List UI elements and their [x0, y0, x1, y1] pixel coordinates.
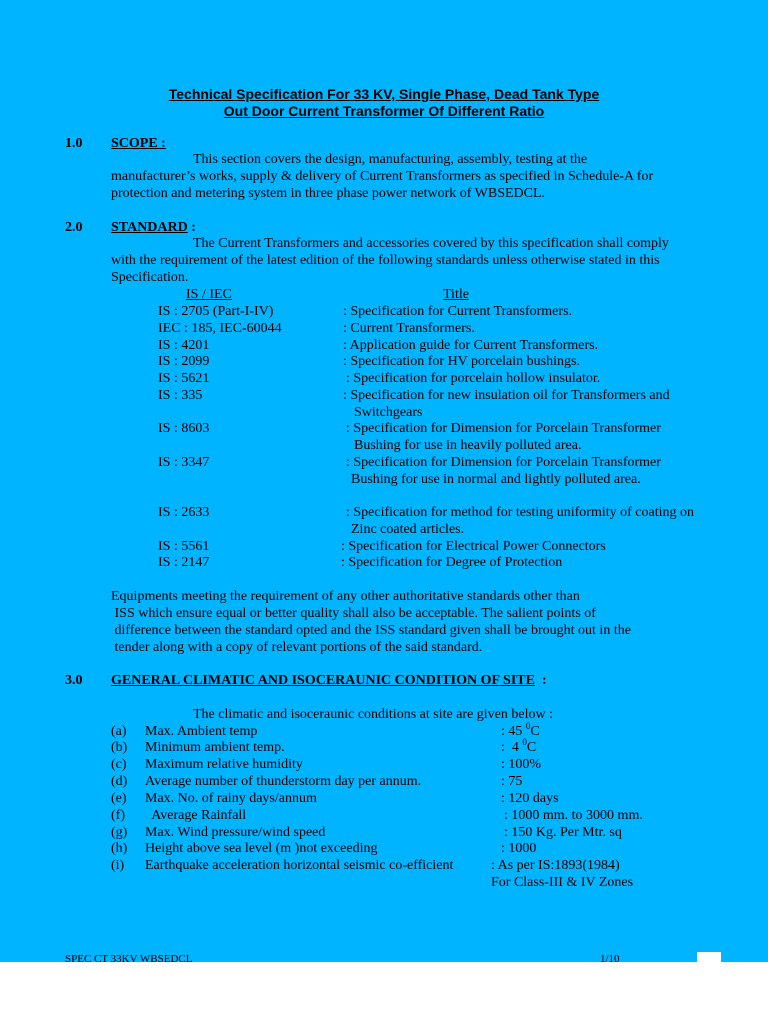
- climatic-intro: The climatic and isoceraunic conditions at site are given below :: [193, 707, 553, 722]
- standard-title-continued: Zinc coated articles.: [351, 522, 465, 537]
- climatic-item-name: Minimum ambient temp.: [145, 740, 285, 755]
- footer-spec-code: SPEC CT 33KV WBSEDCL: [65, 953, 193, 965]
- climatic-item-value: : 100%: [501, 757, 542, 772]
- standard-code: IS : 2099: [158, 354, 210, 369]
- degree-superscript: 0: [525, 721, 531, 731]
- climatic-item-name: Maximum relative humidity: [145, 757, 303, 772]
- standard-title: : Specification for Dimension for Porcelain Transformer: [346, 421, 661, 436]
- climatic-item-value: : 120 days: [501, 791, 559, 806]
- scope-text-line: manufacturer’s works, supply & delivery of Current Transformers as specified in Schedule-A for: [111, 169, 654, 184]
- standard-text-line: The Current Transformers and accessories covered by this specification shall comply: [193, 236, 669, 251]
- standard-paragraph-line: Equipments meeting the requirement of any other authoritative standards other than: [111, 589, 580, 604]
- standard-title-continued: Switchgears: [354, 405, 423, 420]
- standard-text-line: with the requirement of the latest edition of the following standards unless otherwise stated in this: [111, 253, 660, 268]
- standard-code: IS : 2147: [158, 555, 210, 570]
- standard-heading: STANDARD: [111, 220, 188, 235]
- standard-title: : Specification for method for testing uniformity of coating on: [346, 505, 694, 520]
- standard-title: : Specification for Electrical Power Connectors: [341, 539, 606, 554]
- standards-column-header-title: Title: [443, 287, 469, 302]
- climatic-item-value: : 1000: [501, 841, 537, 856]
- standard-title-continued: Bushing for use in heavily polluted area.: [354, 438, 582, 453]
- standard-heading-colon: :: [187, 220, 196, 235]
- climatic-item-name: Average number of thunderstorm day per annum.: [145, 774, 422, 789]
- standard-code: IS : 5621: [158, 371, 210, 386]
- climatic-item-label: (i): [111, 858, 125, 873]
- standard-code: IS : 2633: [158, 505, 210, 520]
- unit-text: C: [530, 724, 540, 739]
- standards-column-header-code: IS / IEC: [186, 287, 232, 302]
- climatic-item-name: Max. Wind pressure/wind speed: [145, 825, 326, 840]
- standard-text-line: Specification.: [111, 270, 189, 285]
- climatic-item-label: (f): [111, 808, 125, 823]
- climatic-note: For Class-III & IV Zones: [491, 875, 634, 890]
- standard-section-number: 2.0: [65, 220, 83, 235]
- climatic-heading: GENERAL CLIMATIC AND ISOCERAUNIC CONDITION OF SITE: [111, 673, 535, 688]
- climatic-section-number: 3.0: [65, 673, 83, 688]
- climatic-item-name: Max. No. of rainy days/annum: [145, 791, 317, 806]
- scope-text-line: protection and metering system in three phase power network of WBSEDCL.: [111, 186, 546, 201]
- degree-superscript: 0: [522, 737, 527, 747]
- standard-code: IS : 8603: [158, 421, 210, 436]
- climatic-item-value: [501, 721, 540, 740]
- climatic-item-label: (d): [111, 774, 128, 789]
- climatic-item-value: : As per IS:1893(1984): [491, 858, 620, 873]
- standard-title: : Specification for Degree of Protection: [341, 555, 563, 570]
- document-title-line-1: Technical Specification For 33 KV, Single Phase, Dead Tank Type: [168, 86, 600, 102]
- climatic-item-label: (h): [111, 841, 128, 856]
- document-title-line-2: Out Door Current Transformer Of Different Ratio: [223, 103, 545, 119]
- page-corner-mark: [697, 952, 721, 968]
- standard-paragraph-line: difference between the standard opted and the ISS standard given shall be brought out in the: [111, 623, 631, 638]
- climatic-item-label: (c): [111, 757, 127, 772]
- climatic-item-name: Earthquake acceleration horizontal seismic co-efficient: [145, 858, 454, 873]
- standard-title: : Specification for new insulation oil for Transformers and: [343, 388, 670, 403]
- standard-paragraph-line: tender along with a copy of relevant portions of the said standard.: [111, 640, 483, 655]
- standard-code: IS : 3347: [158, 455, 210, 470]
- standard-title: : Specification for Dimension for Porcelain Transformer: [346, 455, 661, 470]
- standard-title-continued: Bushing for use in normal and lightly polluted area.: [351, 472, 641, 487]
- climatic-item-value: : 1000 mm. to 3000 mm.: [504, 808, 643, 823]
- climatic-heading-wrap: [111, 673, 547, 689]
- climatic-item-label: (b): [111, 740, 128, 755]
- scope-section-number: 1.0: [65, 136, 83, 151]
- climatic-item-label: (e): [111, 791, 127, 806]
- footer-page-number: 1/10: [600, 953, 620, 965]
- standard-code: IS : 2705 (Part-I-IV): [158, 304, 274, 319]
- standard-paragraph-line: ISS which ensure equal or better quality shall also be acceptable. The salient points of: [111, 606, 596, 621]
- scope-text-line: This section covers the design, manufacturing, assembly, testing at the: [193, 152, 588, 167]
- climatic-item-value: : 150 Kg. Per Mtr. sq: [504, 825, 622, 840]
- value-text: : 45: [501, 724, 526, 739]
- standard-code: IS : 335: [158, 388, 203, 403]
- standard-title: : Specification for Current Transformers.: [343, 304, 573, 319]
- scope-heading: SCOPE :: [111, 136, 166, 151]
- climatic-item-name: Max. Ambient temp: [145, 724, 258, 739]
- standard-title: : Specification for porcelain hollow insulator.: [346, 371, 601, 386]
- climatic-item-value: [501, 737, 537, 756]
- climatic-item-value: : 75: [501, 774, 523, 789]
- climatic-item-label: (g): [111, 825, 128, 840]
- standard-title: : Application guide for Current Transformers.: [343, 338, 599, 353]
- climatic-item-name: Average Rainfall: [145, 808, 247, 823]
- standard-code: IS : 4201: [158, 338, 210, 353]
- standard-title: : Current Transformers.: [343, 321, 475, 336]
- climatic-item-name: Height above sea level (m )not exceeding: [145, 841, 378, 856]
- value-text: : 4: [501, 740, 523, 755]
- standard-title: : Specification for HV porcelain bushings.: [343, 354, 580, 369]
- climatic-item-label: (a): [111, 724, 127, 739]
- standard-code: IEC : 185, IEC-60044: [158, 321, 282, 336]
- climatic-heading-colon: :: [534, 673, 547, 688]
- unit-text: C: [526, 740, 537, 755]
- standard-heading-wrap: [111, 220, 196, 236]
- standard-code: IS : 5561: [158, 539, 210, 554]
